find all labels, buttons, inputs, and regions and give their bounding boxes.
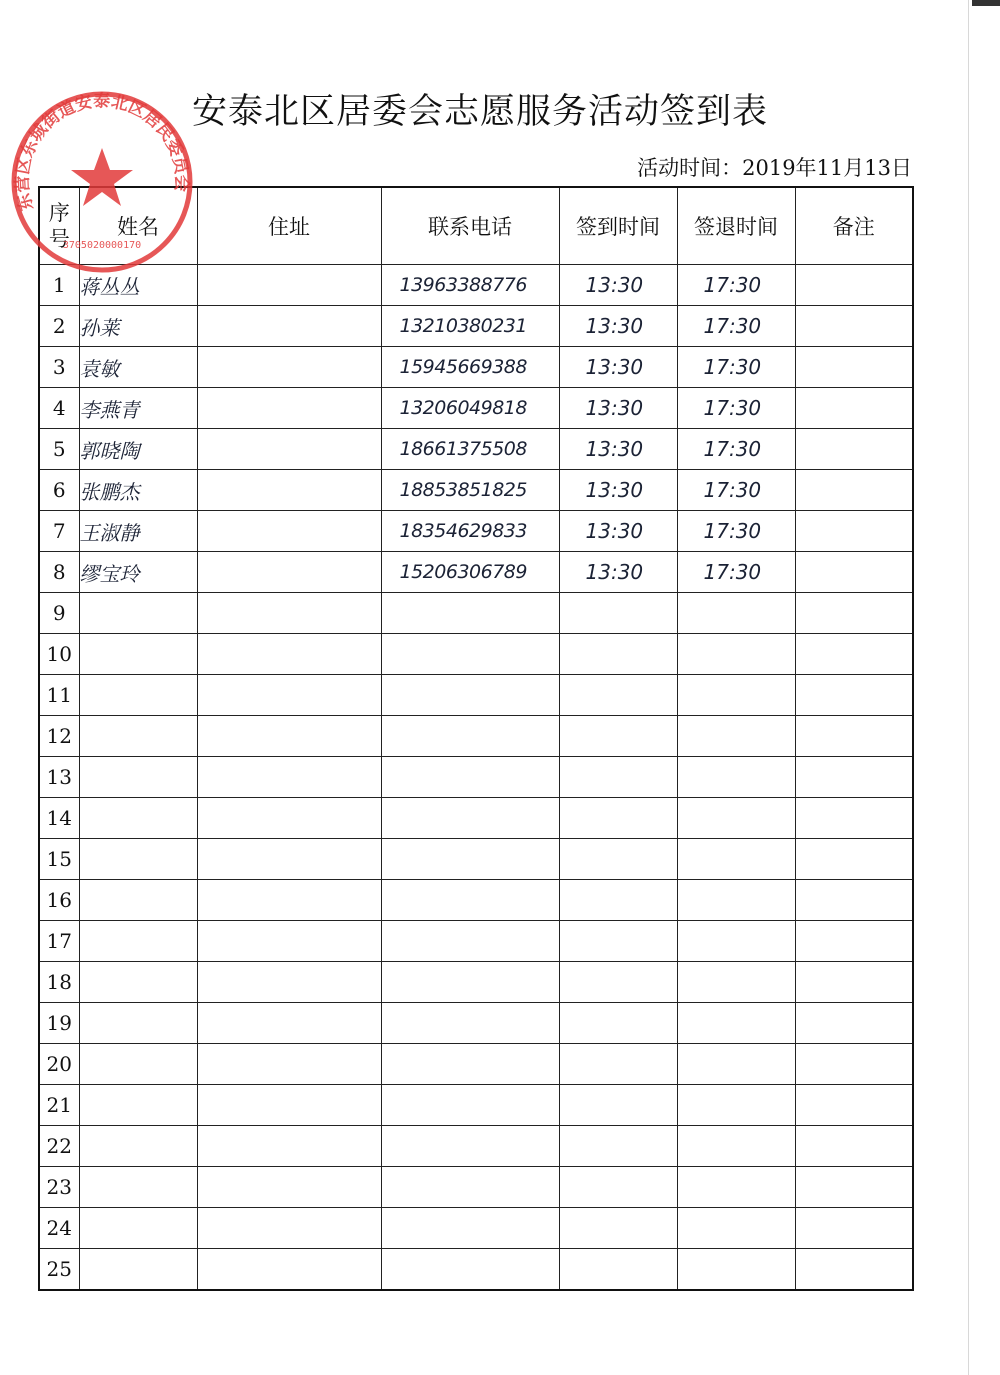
- row-address: [197, 1249, 381, 1291]
- row-note: [795, 470, 913, 511]
- document-title: 安泰北区居委会志愿服务活动签到表: [191, 92, 768, 132]
- row-index: 5: [39, 429, 79, 470]
- row-sign-out: [677, 675, 795, 716]
- row-sign-out: 17:30: [677, 306, 795, 347]
- row-name: [79, 1044, 197, 1085]
- header-address: 住址: [197, 187, 381, 265]
- row-phone: 15945669388: [381, 347, 559, 388]
- row-sign-in: 13:30: [559, 511, 677, 552]
- row-name: [79, 921, 197, 962]
- table-row: [39, 388, 913, 429]
- row-sign-out: [677, 757, 795, 798]
- row-note: [795, 1003, 913, 1044]
- header-sign-in: 签到时间: [559, 187, 677, 265]
- row-address: [197, 511, 381, 552]
- row-address: [197, 716, 381, 757]
- row-sign-out: [677, 921, 795, 962]
- row-sign-out: [677, 798, 795, 839]
- row-note: [795, 1167, 913, 1208]
- row-phone: 18661375508: [381, 429, 559, 470]
- header-note: 备注: [795, 187, 913, 265]
- row-name: 袁敏: [79, 347, 197, 388]
- row-index: 15: [39, 839, 79, 880]
- row-sign-in: [559, 757, 677, 798]
- row-sign-in: [559, 839, 677, 880]
- row-phone: [381, 716, 559, 757]
- row-note: [795, 593, 913, 634]
- row-sign-in: 13:30: [559, 347, 677, 388]
- row-sign-out: 17:30: [677, 388, 795, 429]
- header-sign-out: 签退时间: [677, 187, 795, 265]
- row-note: [795, 1126, 913, 1167]
- table-row: [39, 552, 913, 593]
- row-address: [197, 388, 381, 429]
- table-row: [39, 634, 913, 675]
- row-index: 24: [39, 1208, 79, 1249]
- row-index: 18: [39, 962, 79, 1003]
- header-phone: 联系电话: [381, 187, 559, 265]
- row-note: [795, 1085, 913, 1126]
- row-phone: [381, 1044, 559, 1085]
- row-address: [197, 1003, 381, 1044]
- row-index: 22: [39, 1126, 79, 1167]
- row-phone: 15206306789: [381, 552, 559, 593]
- row-phone: [381, 1249, 559, 1291]
- row-sign-in: [559, 1249, 677, 1291]
- row-phone: [381, 1085, 559, 1126]
- row-phone: 18354629833: [381, 511, 559, 552]
- row-name: 张鹏杰: [79, 470, 197, 511]
- row-sign-out: 17:30: [677, 429, 795, 470]
- row-sign-in: [559, 798, 677, 839]
- row-note: [795, 306, 913, 347]
- row-index: 4: [39, 388, 79, 429]
- header-name: 姓名: [79, 187, 197, 265]
- row-index: 14: [39, 798, 79, 839]
- row-sign-in: [559, 1126, 677, 1167]
- table-row: [39, 1003, 913, 1044]
- row-sign-out: [677, 1249, 795, 1291]
- row-name: 缪宝玲: [79, 552, 197, 593]
- row-name: [79, 962, 197, 1003]
- table-row: [39, 1249, 913, 1291]
- row-sign-out: 17:30: [677, 511, 795, 552]
- row-sign-out: [677, 1085, 795, 1126]
- table-row: [39, 1167, 913, 1208]
- row-sign-in: [559, 1167, 677, 1208]
- row-address: [197, 1126, 381, 1167]
- row-note: [795, 552, 913, 593]
- row-sign-in: [559, 1208, 677, 1249]
- row-address: [197, 798, 381, 839]
- row-phone: [381, 880, 559, 921]
- row-sign-out: 17:30: [677, 552, 795, 593]
- row-sign-in: 13:30: [559, 470, 677, 511]
- row-index: 6: [39, 470, 79, 511]
- row-sign-out: [677, 1126, 795, 1167]
- row-phone: 13206049818: [381, 388, 559, 429]
- row-note: [795, 265, 913, 306]
- row-index: 11: [39, 675, 79, 716]
- row-address: [197, 1208, 381, 1249]
- row-phone: [381, 962, 559, 1003]
- row-sign-out: [677, 1003, 795, 1044]
- table-row: [39, 1085, 913, 1126]
- header-seq-line1: 序: [48, 201, 70, 225]
- row-index: 2: [39, 306, 79, 347]
- row-address: [197, 470, 381, 511]
- row-name: [79, 880, 197, 921]
- row-phone: [381, 634, 559, 675]
- row-sign-out: [677, 1208, 795, 1249]
- row-name: [79, 716, 197, 757]
- row-sign-in: 13:30: [559, 306, 677, 347]
- row-sign-out: [677, 593, 795, 634]
- row-sign-out: 17:30: [677, 347, 795, 388]
- table-row: [39, 675, 913, 716]
- row-index: 16: [39, 880, 79, 921]
- seal-text: 东营区东城街道安泰北区居民委员会: [12, 91, 192, 213]
- row-note: [795, 1208, 913, 1249]
- row-phone: [381, 1003, 559, 1044]
- row-address: [197, 757, 381, 798]
- row-phone: [381, 757, 559, 798]
- row-address: [197, 347, 381, 388]
- table-row: [39, 798, 913, 839]
- row-address: [197, 593, 381, 634]
- table-row: [39, 962, 913, 1003]
- row-note: [795, 1044, 913, 1085]
- table-row: [39, 839, 913, 880]
- table-row: [39, 306, 913, 347]
- row-address: [197, 839, 381, 880]
- row-note: [795, 798, 913, 839]
- row-address: [197, 1085, 381, 1126]
- row-sign-in: [559, 1085, 677, 1126]
- row-phone: [381, 1208, 559, 1249]
- row-name: [79, 1003, 197, 1044]
- row-phone: [381, 839, 559, 880]
- row-name: 李燕青: [79, 388, 197, 429]
- table-row: [39, 470, 913, 511]
- row-sign-out: [677, 880, 795, 921]
- row-sign-in: [559, 593, 677, 634]
- table-row: [39, 1208, 913, 1249]
- row-sign-in: 13:30: [559, 429, 677, 470]
- row-index: 19: [39, 1003, 79, 1044]
- row-phone: [381, 1167, 559, 1208]
- row-address: [197, 306, 381, 347]
- row-note: [795, 511, 913, 552]
- table-row: [39, 716, 913, 757]
- row-name: [79, 593, 197, 634]
- row-index: 13: [39, 757, 79, 798]
- row-note: [795, 634, 913, 675]
- row-phone: 18853851825: [381, 470, 559, 511]
- row-index: 23: [39, 1167, 79, 1208]
- table-row: [39, 593, 913, 634]
- row-sign-in: [559, 634, 677, 675]
- row-note: [795, 675, 913, 716]
- row-name: [79, 1208, 197, 1249]
- row-index: 1: [39, 265, 79, 306]
- page-edge-line: [968, 0, 969, 1375]
- row-index: 20: [39, 1044, 79, 1085]
- row-index: 8: [39, 552, 79, 593]
- row-phone: [381, 675, 559, 716]
- row-note: [795, 839, 913, 880]
- activity-date: 活动时间：2019年11月13日: [637, 156, 912, 180]
- row-name: 孙莱: [79, 306, 197, 347]
- row-sign-in: [559, 880, 677, 921]
- row-name: [79, 757, 197, 798]
- row-address: [197, 1167, 381, 1208]
- row-index: 17: [39, 921, 79, 962]
- row-sign-in: 13:30: [559, 388, 677, 429]
- row-index: 25: [39, 1249, 79, 1291]
- row-address: [197, 880, 381, 921]
- row-sign-in: [559, 675, 677, 716]
- row-note: [795, 757, 913, 798]
- row-sign-in: [559, 716, 677, 757]
- row-index: 7: [39, 511, 79, 552]
- row-sign-out: [677, 716, 795, 757]
- row-sign-out: [677, 962, 795, 1003]
- row-index: 9: [39, 593, 79, 634]
- row-address: [197, 429, 381, 470]
- row-note: [795, 429, 913, 470]
- row-sign-out: [677, 1044, 795, 1085]
- row-index: 10: [39, 634, 79, 675]
- row-sign-out: 17:30: [677, 265, 795, 306]
- table-row: [39, 1126, 913, 1167]
- row-sign-in: 13:30: [559, 552, 677, 593]
- row-sign-in: [559, 1044, 677, 1085]
- row-note: [795, 347, 913, 388]
- row-index: 3: [39, 347, 79, 388]
- row-name: [79, 839, 197, 880]
- row-note: [795, 716, 913, 757]
- row-index: 12: [39, 716, 79, 757]
- row-address: [197, 921, 381, 962]
- row-phone: 13963388776: [381, 265, 559, 306]
- row-address: [197, 552, 381, 593]
- table-row: [39, 921, 913, 962]
- row-name: 王淑静: [79, 511, 197, 552]
- table-row: [39, 511, 913, 552]
- table-row: [39, 429, 913, 470]
- row-sign-in: [559, 962, 677, 1003]
- row-phone: [381, 1126, 559, 1167]
- row-address: [197, 675, 381, 716]
- row-address: [197, 634, 381, 675]
- seal-star-icon: [71, 148, 133, 206]
- header-seq-line2: 号: [48, 227, 70, 251]
- row-address: [197, 962, 381, 1003]
- row-sign-out: [677, 839, 795, 880]
- table-row: [39, 757, 913, 798]
- row-note: [795, 921, 913, 962]
- row-name: [79, 1167, 197, 1208]
- row-sign-out: [677, 634, 795, 675]
- row-phone: [381, 593, 559, 634]
- scan-corner-mark: [972, 0, 1000, 6]
- row-address: [197, 1044, 381, 1085]
- row-name: 郭晓陶: [79, 429, 197, 470]
- row-sign-out: 17:30: [677, 470, 795, 511]
- table-row: [39, 1044, 913, 1085]
- row-name: 蒋丛丛: [79, 265, 197, 306]
- row-name: [79, 675, 197, 716]
- row-note: [795, 962, 913, 1003]
- row-name: [79, 1126, 197, 1167]
- row-note: [795, 388, 913, 429]
- row-phone: [381, 798, 559, 839]
- row-sign-in: [559, 1003, 677, 1044]
- row-note: [795, 880, 913, 921]
- row-note: [795, 1249, 913, 1291]
- row-sign-out: [677, 1167, 795, 1208]
- row-sign-in: 13:30: [559, 265, 677, 306]
- seal-number: 3705020000170: [62, 240, 142, 251]
- official-seal-stamp: [6, 86, 198, 278]
- row-phone: [381, 921, 559, 962]
- row-name: [79, 1249, 197, 1291]
- row-sign-in: [559, 921, 677, 962]
- row-index: 21: [39, 1085, 79, 1126]
- row-address: [197, 265, 381, 306]
- table-row: [39, 880, 913, 921]
- row-name: [79, 1085, 197, 1126]
- row-name: [79, 634, 197, 675]
- row-phone: 13210380231: [381, 306, 559, 347]
- sign-in-table: [38, 186, 914, 1291]
- table-row: [39, 347, 913, 388]
- row-name: [79, 798, 197, 839]
